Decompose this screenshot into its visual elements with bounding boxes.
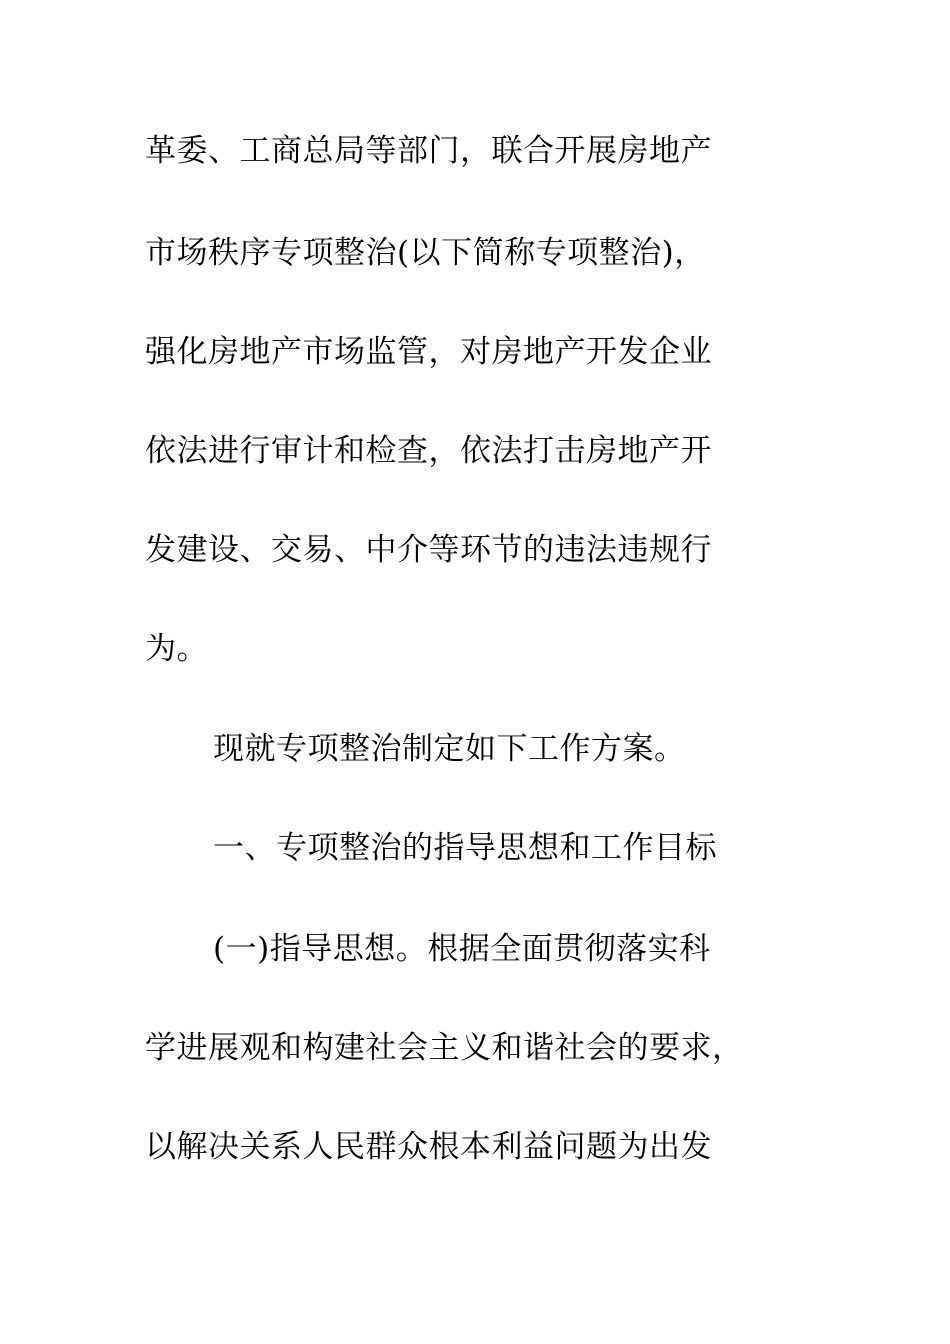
paragraph-line: 革委、工商总局等部门，联合开展房地产 — [145, 133, 712, 169]
paragraph-line: 依法进行审计和检查，依法打击房地产开 — [145, 433, 712, 469]
paragraph-line: 市场秩序专项整治(以下简称专项整治)， — [145, 235, 706, 271]
section-heading: 一、专项整治的指导思想和工作目标 — [213, 830, 717, 866]
paragraph-line: 以解决关系人民群众根本利益问题为出发 — [145, 1129, 712, 1165]
paragraph-line: 现就专项整治制定如下工作方案。 — [213, 731, 686, 767]
paragraph-line: 为。 — [145, 631, 208, 667]
paragraph-line: 学进展观和构建社会主义和谐社会的要求， — [145, 1030, 744, 1066]
subsection-heading: (一)指导思想。根据全面贯彻落实科 — [213, 931, 711, 967]
paragraph-line: 强化房地产市场监管，对房地产开发企业 — [145, 334, 712, 370]
paragraph-line: 发建设、交易、中介等环节的违法违规行 — [145, 532, 712, 568]
